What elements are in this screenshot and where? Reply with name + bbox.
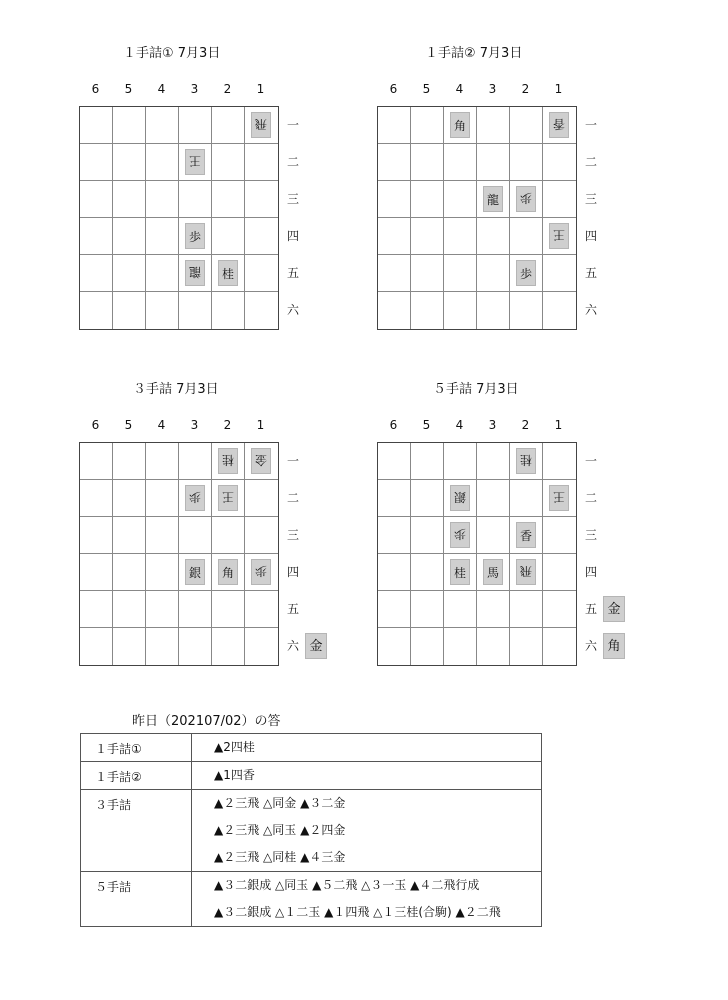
board-square[interactable] xyxy=(477,480,510,517)
board-square[interactable] xyxy=(378,554,411,591)
board-square[interactable] xyxy=(179,628,212,665)
board-square[interactable] xyxy=(146,480,179,517)
shogi-piece[interactable]: 香 xyxy=(549,112,569,138)
board-square[interactable] xyxy=(245,480,278,517)
board-square[interactable] xyxy=(378,591,411,628)
board-square[interactable] xyxy=(378,181,411,218)
board-square[interactable] xyxy=(80,554,113,591)
column-numbers xyxy=(79,82,277,98)
shogi-piece[interactable]: 金 xyxy=(251,448,271,474)
board-square[interactable] xyxy=(179,591,212,628)
board-square[interactable] xyxy=(378,517,411,554)
board-square[interactable] xyxy=(212,628,245,665)
column-number: 3 xyxy=(488,418,497,432)
column-numbers xyxy=(377,82,575,98)
row-label: 三 xyxy=(584,192,597,206)
shogi-piece[interactable]: 王 xyxy=(218,485,238,511)
board-square[interactable] xyxy=(146,144,179,181)
column-number: 6 xyxy=(389,82,398,96)
answer-moves xyxy=(192,762,542,790)
column-number: 5 xyxy=(124,418,133,432)
shogi-piece[interactable]: 飛 xyxy=(251,112,271,138)
board-square[interactable] xyxy=(444,218,477,255)
board-square[interactable] xyxy=(80,443,113,480)
shogi-piece[interactable]: 角 xyxy=(450,112,470,138)
board-square[interactable] xyxy=(510,554,543,591)
board-square[interactable] xyxy=(212,443,245,480)
board-square[interactable] xyxy=(179,144,212,181)
board-square[interactable] xyxy=(378,628,411,665)
shogi-piece[interactable]: 桂 xyxy=(218,260,238,286)
row-label: 四 xyxy=(584,565,597,579)
column-number: 6 xyxy=(91,82,100,96)
row-label: 二 xyxy=(584,491,597,505)
board-square[interactable] xyxy=(245,517,278,554)
problem-title: １手詰① 7月3日 xyxy=(123,46,221,61)
answer-label: ５手詰 xyxy=(81,872,192,927)
answer-row xyxy=(81,872,542,927)
answer-line: ▲1四香 xyxy=(214,768,255,782)
board-square[interactable] xyxy=(146,218,179,255)
board-square[interactable] xyxy=(477,255,510,292)
board-square[interactable] xyxy=(510,107,543,144)
board-square[interactable] xyxy=(179,107,212,144)
column-number: 2 xyxy=(521,82,530,96)
board-square[interactable] xyxy=(543,443,576,480)
board-square[interactable] xyxy=(146,181,179,218)
board-square[interactable] xyxy=(477,443,510,480)
column-number: 1 xyxy=(256,418,265,432)
board-square[interactable] xyxy=(179,218,212,255)
column-number: 6 xyxy=(389,418,398,432)
board-square[interactable] xyxy=(113,107,146,144)
board-square[interactable] xyxy=(378,218,411,255)
board-square[interactable] xyxy=(411,144,444,181)
board-square[interactable] xyxy=(411,628,444,665)
problem-title: １手詰② 7月3日 xyxy=(425,46,523,61)
shogi-piece[interactable]: 王 xyxy=(185,149,205,175)
board-square[interactable] xyxy=(179,255,212,292)
board-square[interactable] xyxy=(510,517,543,554)
board-square[interactable] xyxy=(477,591,510,628)
board-square[interactable] xyxy=(510,292,543,329)
board-square[interactable] xyxy=(543,107,576,144)
answer-line: ▲２三飛 △同桂 ▲４三金 xyxy=(214,850,346,864)
column-number: 1 xyxy=(554,418,563,432)
board-square[interactable] xyxy=(444,443,477,480)
row-label: 六 xyxy=(286,303,299,317)
row-label: 一 xyxy=(584,454,597,468)
row-label: 一 xyxy=(286,118,299,132)
row-label: 六 xyxy=(584,303,597,317)
board-square[interactable] xyxy=(113,181,146,218)
answers-title: 昨日（202107/02）の答 xyxy=(132,714,281,729)
board-square[interactable] xyxy=(113,218,146,255)
board-square[interactable] xyxy=(245,218,278,255)
shogi-piece[interactable]: 龍 xyxy=(483,186,503,212)
board-square[interactable] xyxy=(179,554,212,591)
hand-piece[interactable]: 金 xyxy=(305,633,327,659)
shogi-piece[interactable]: 王 xyxy=(549,223,569,249)
hand-piece[interactable]: 角 xyxy=(603,633,625,659)
board-square[interactable] xyxy=(179,292,212,329)
column-number: 5 xyxy=(422,418,431,432)
board-square[interactable] xyxy=(510,480,543,517)
board-square[interactable] xyxy=(179,517,212,554)
board-square[interactable] xyxy=(212,181,245,218)
board-square[interactable] xyxy=(146,554,179,591)
board-square[interactable] xyxy=(146,517,179,554)
column-number: 3 xyxy=(190,82,199,96)
board-square[interactable] xyxy=(477,218,510,255)
board-square[interactable] xyxy=(411,554,444,591)
board-square[interactable] xyxy=(80,218,113,255)
board-square[interactable] xyxy=(543,591,576,628)
board-square[interactable] xyxy=(477,554,510,591)
board-square[interactable] xyxy=(212,144,245,181)
board-square[interactable] xyxy=(146,628,179,665)
shogi-piece[interactable]: 角 xyxy=(218,559,238,585)
board-square[interactable] xyxy=(80,480,113,517)
board-square[interactable] xyxy=(543,517,576,554)
row-label: 三 xyxy=(584,528,597,542)
board-square[interactable] xyxy=(146,107,179,144)
shogi-piece[interactable]: 王 xyxy=(549,485,569,511)
board-square[interactable] xyxy=(543,218,576,255)
column-number: 5 xyxy=(422,82,431,96)
column-number: 4 xyxy=(455,418,464,432)
board-square[interactable] xyxy=(543,628,576,665)
board-square[interactable] xyxy=(543,255,576,292)
board-square[interactable] xyxy=(477,181,510,218)
shogi-piece[interactable]: 桂 xyxy=(218,448,238,474)
row-label: 二 xyxy=(584,155,597,169)
board-square[interactable] xyxy=(510,218,543,255)
column-number: 5 xyxy=(124,82,133,96)
row-label: 三 xyxy=(286,528,299,542)
board-square[interactable] xyxy=(113,628,146,665)
row-label: 六 xyxy=(584,639,597,653)
answer-moves xyxy=(192,872,542,927)
board-square[interactable] xyxy=(444,292,477,329)
board-square[interactable] xyxy=(245,292,278,329)
column-number: 2 xyxy=(223,418,232,432)
shogi-board xyxy=(377,442,577,666)
answer-line: ▲３二銀成 △１二玉 ▲１四飛 △１三桂(合駒) ▲２二飛 xyxy=(214,905,501,919)
board-square[interactable] xyxy=(543,480,576,517)
board-square[interactable] xyxy=(444,628,477,665)
board-square[interactable] xyxy=(212,255,245,292)
answer-label: ３手詰 xyxy=(81,790,192,872)
answer-label: １手詰② xyxy=(81,762,192,790)
board-square[interactable] xyxy=(245,144,278,181)
answer-line: ▲３二銀成 △同玉 ▲５二飛 △３一玉 ▲４二飛行成 xyxy=(214,878,480,892)
problem-title: ３手詰 7月3日 xyxy=(133,382,219,397)
shogi-board xyxy=(377,106,577,330)
board-square[interactable] xyxy=(411,181,444,218)
shogi-piece[interactable]: 歩 xyxy=(185,223,205,249)
board-square[interactable] xyxy=(212,591,245,628)
answer-row xyxy=(81,790,542,872)
board-square[interactable] xyxy=(212,517,245,554)
shogi-piece[interactable]: 桂 xyxy=(516,448,536,474)
board-square[interactable] xyxy=(378,480,411,517)
shogi-piece[interactable]: 歩 xyxy=(185,485,205,511)
shogi-piece[interactable]: 龍 xyxy=(185,260,205,286)
board-square[interactable] xyxy=(113,292,146,329)
board-square[interactable] xyxy=(543,554,576,591)
shogi-piece[interactable]: 銀 xyxy=(450,485,470,511)
answer-line: ▲２三飛 △同玉 ▲２四金 xyxy=(214,823,346,837)
shogi-piece[interactable]: 馬 xyxy=(483,559,503,585)
board-square[interactable] xyxy=(80,292,113,329)
answer-label: １手詰① xyxy=(81,734,192,762)
shogi-piece[interactable]: 歩 xyxy=(450,522,470,548)
row-label: 五 xyxy=(286,266,299,280)
board-square[interactable] xyxy=(510,144,543,181)
row-label: 二 xyxy=(286,155,299,169)
board-square[interactable] xyxy=(444,255,477,292)
board-square[interactable] xyxy=(146,591,179,628)
board-square[interactable] xyxy=(212,107,245,144)
board-square[interactable] xyxy=(245,255,278,292)
board-square[interactable] xyxy=(146,443,179,480)
board-square[interactable] xyxy=(80,107,113,144)
row-label: 四 xyxy=(286,565,299,579)
board-square[interactable] xyxy=(543,181,576,218)
column-number: 2 xyxy=(223,82,232,96)
row-label: 五 xyxy=(584,602,597,616)
shogi-piece[interactable]: 桂 xyxy=(450,559,470,585)
row-label: 六 xyxy=(286,639,299,653)
board-square[interactable] xyxy=(510,443,543,480)
column-number: 1 xyxy=(554,82,563,96)
shogi-board xyxy=(79,442,279,666)
board-square[interactable] xyxy=(411,443,444,480)
board-square[interactable] xyxy=(212,554,245,591)
row-label: 二 xyxy=(286,491,299,505)
board-square[interactable] xyxy=(113,480,146,517)
board-square[interactable] xyxy=(378,255,411,292)
answer-row xyxy=(81,734,542,762)
board-square[interactable] xyxy=(212,480,245,517)
column-number: 1 xyxy=(256,82,265,96)
board-square[interactable] xyxy=(146,255,179,292)
column-number: 2 xyxy=(521,418,530,432)
row-label: 四 xyxy=(286,229,299,243)
row-label: 五 xyxy=(286,602,299,616)
board-square[interactable] xyxy=(444,480,477,517)
board-square[interactable] xyxy=(113,554,146,591)
answers-table xyxy=(80,733,542,927)
row-label: 一 xyxy=(584,118,597,132)
column-number: 3 xyxy=(488,82,497,96)
board-square[interactable] xyxy=(245,443,278,480)
shogi-piece[interactable]: 飛 xyxy=(516,559,536,585)
board-square[interactable] xyxy=(444,591,477,628)
board-square[interactable] xyxy=(179,443,212,480)
answer-row xyxy=(81,762,542,790)
column-number: 6 xyxy=(91,418,100,432)
board-square[interactable] xyxy=(80,628,113,665)
board-square[interactable] xyxy=(378,443,411,480)
board-square[interactable] xyxy=(113,443,146,480)
board-square[interactable] xyxy=(179,480,212,517)
board-square[interactable] xyxy=(444,517,477,554)
board-square[interactable] xyxy=(510,591,543,628)
board-square[interactable] xyxy=(543,144,576,181)
board-square[interactable] xyxy=(245,628,278,665)
board-square[interactable] xyxy=(378,107,411,144)
board-square[interactable] xyxy=(245,554,278,591)
board-square[interactable] xyxy=(444,144,477,181)
board-square[interactable] xyxy=(245,181,278,218)
board-square[interactable] xyxy=(113,517,146,554)
board-square[interactable] xyxy=(411,107,444,144)
answer-moves xyxy=(192,734,542,762)
column-number: 4 xyxy=(455,82,464,96)
board-square[interactable] xyxy=(543,292,576,329)
board-square[interactable] xyxy=(245,591,278,628)
shogi-board xyxy=(79,106,279,330)
column-numbers xyxy=(377,418,575,434)
problem-title: ５手詰 7月3日 xyxy=(433,382,519,397)
board-square[interactable] xyxy=(477,107,510,144)
row-label: 三 xyxy=(286,192,299,206)
board-square[interactable] xyxy=(444,181,477,218)
board-square[interactable] xyxy=(80,144,113,181)
board-square[interactable] xyxy=(146,292,179,329)
board-square[interactable] xyxy=(477,628,510,665)
board-square[interactable] xyxy=(80,255,113,292)
board-square[interactable] xyxy=(378,292,411,329)
board-square[interactable] xyxy=(212,292,245,329)
board-square[interactable] xyxy=(113,255,146,292)
board-square[interactable] xyxy=(477,292,510,329)
column-number: 4 xyxy=(157,418,166,432)
board-square[interactable] xyxy=(411,517,444,554)
board-square[interactable] xyxy=(411,480,444,517)
board-square[interactable] xyxy=(245,107,278,144)
answer-moves xyxy=(192,790,542,872)
shogi-piece[interactable]: 銀 xyxy=(185,559,205,585)
board-square[interactable] xyxy=(378,144,411,181)
board-square[interactable] xyxy=(510,255,543,292)
column-number: 3 xyxy=(190,418,199,432)
board-square[interactable] xyxy=(411,591,444,628)
shogi-piece[interactable]: 歩 xyxy=(516,186,536,212)
board-square[interactable] xyxy=(510,628,543,665)
board-square[interactable] xyxy=(444,107,477,144)
answer-line: ▲2四桂 xyxy=(214,740,255,754)
board-square[interactable] xyxy=(411,292,444,329)
shogi-piece[interactable]: 歩 xyxy=(516,260,536,286)
board-square[interactable] xyxy=(477,517,510,554)
board-square[interactable] xyxy=(510,181,543,218)
answer-line: ▲２三飛 △同金 ▲３二金 xyxy=(214,796,346,810)
board-square[interactable] xyxy=(80,591,113,628)
column-numbers xyxy=(79,418,277,434)
board-square[interactable] xyxy=(411,218,444,255)
hand-piece[interactable]: 金 xyxy=(603,596,625,622)
board-square[interactable] xyxy=(411,255,444,292)
board-square[interactable] xyxy=(212,218,245,255)
row-label: 一 xyxy=(286,454,299,468)
board-square[interactable] xyxy=(80,181,113,218)
board-square[interactable] xyxy=(179,181,212,218)
board-square[interactable] xyxy=(80,517,113,554)
board-square[interactable] xyxy=(444,554,477,591)
board-square[interactable] xyxy=(477,144,510,181)
shogi-piece[interactable]: 香 xyxy=(516,522,536,548)
board-square[interactable] xyxy=(113,591,146,628)
row-label: 五 xyxy=(584,266,597,280)
row-label: 四 xyxy=(584,229,597,243)
board-square[interactable] xyxy=(113,144,146,181)
shogi-piece[interactable]: 歩 xyxy=(251,559,271,585)
column-number: 4 xyxy=(157,82,166,96)
